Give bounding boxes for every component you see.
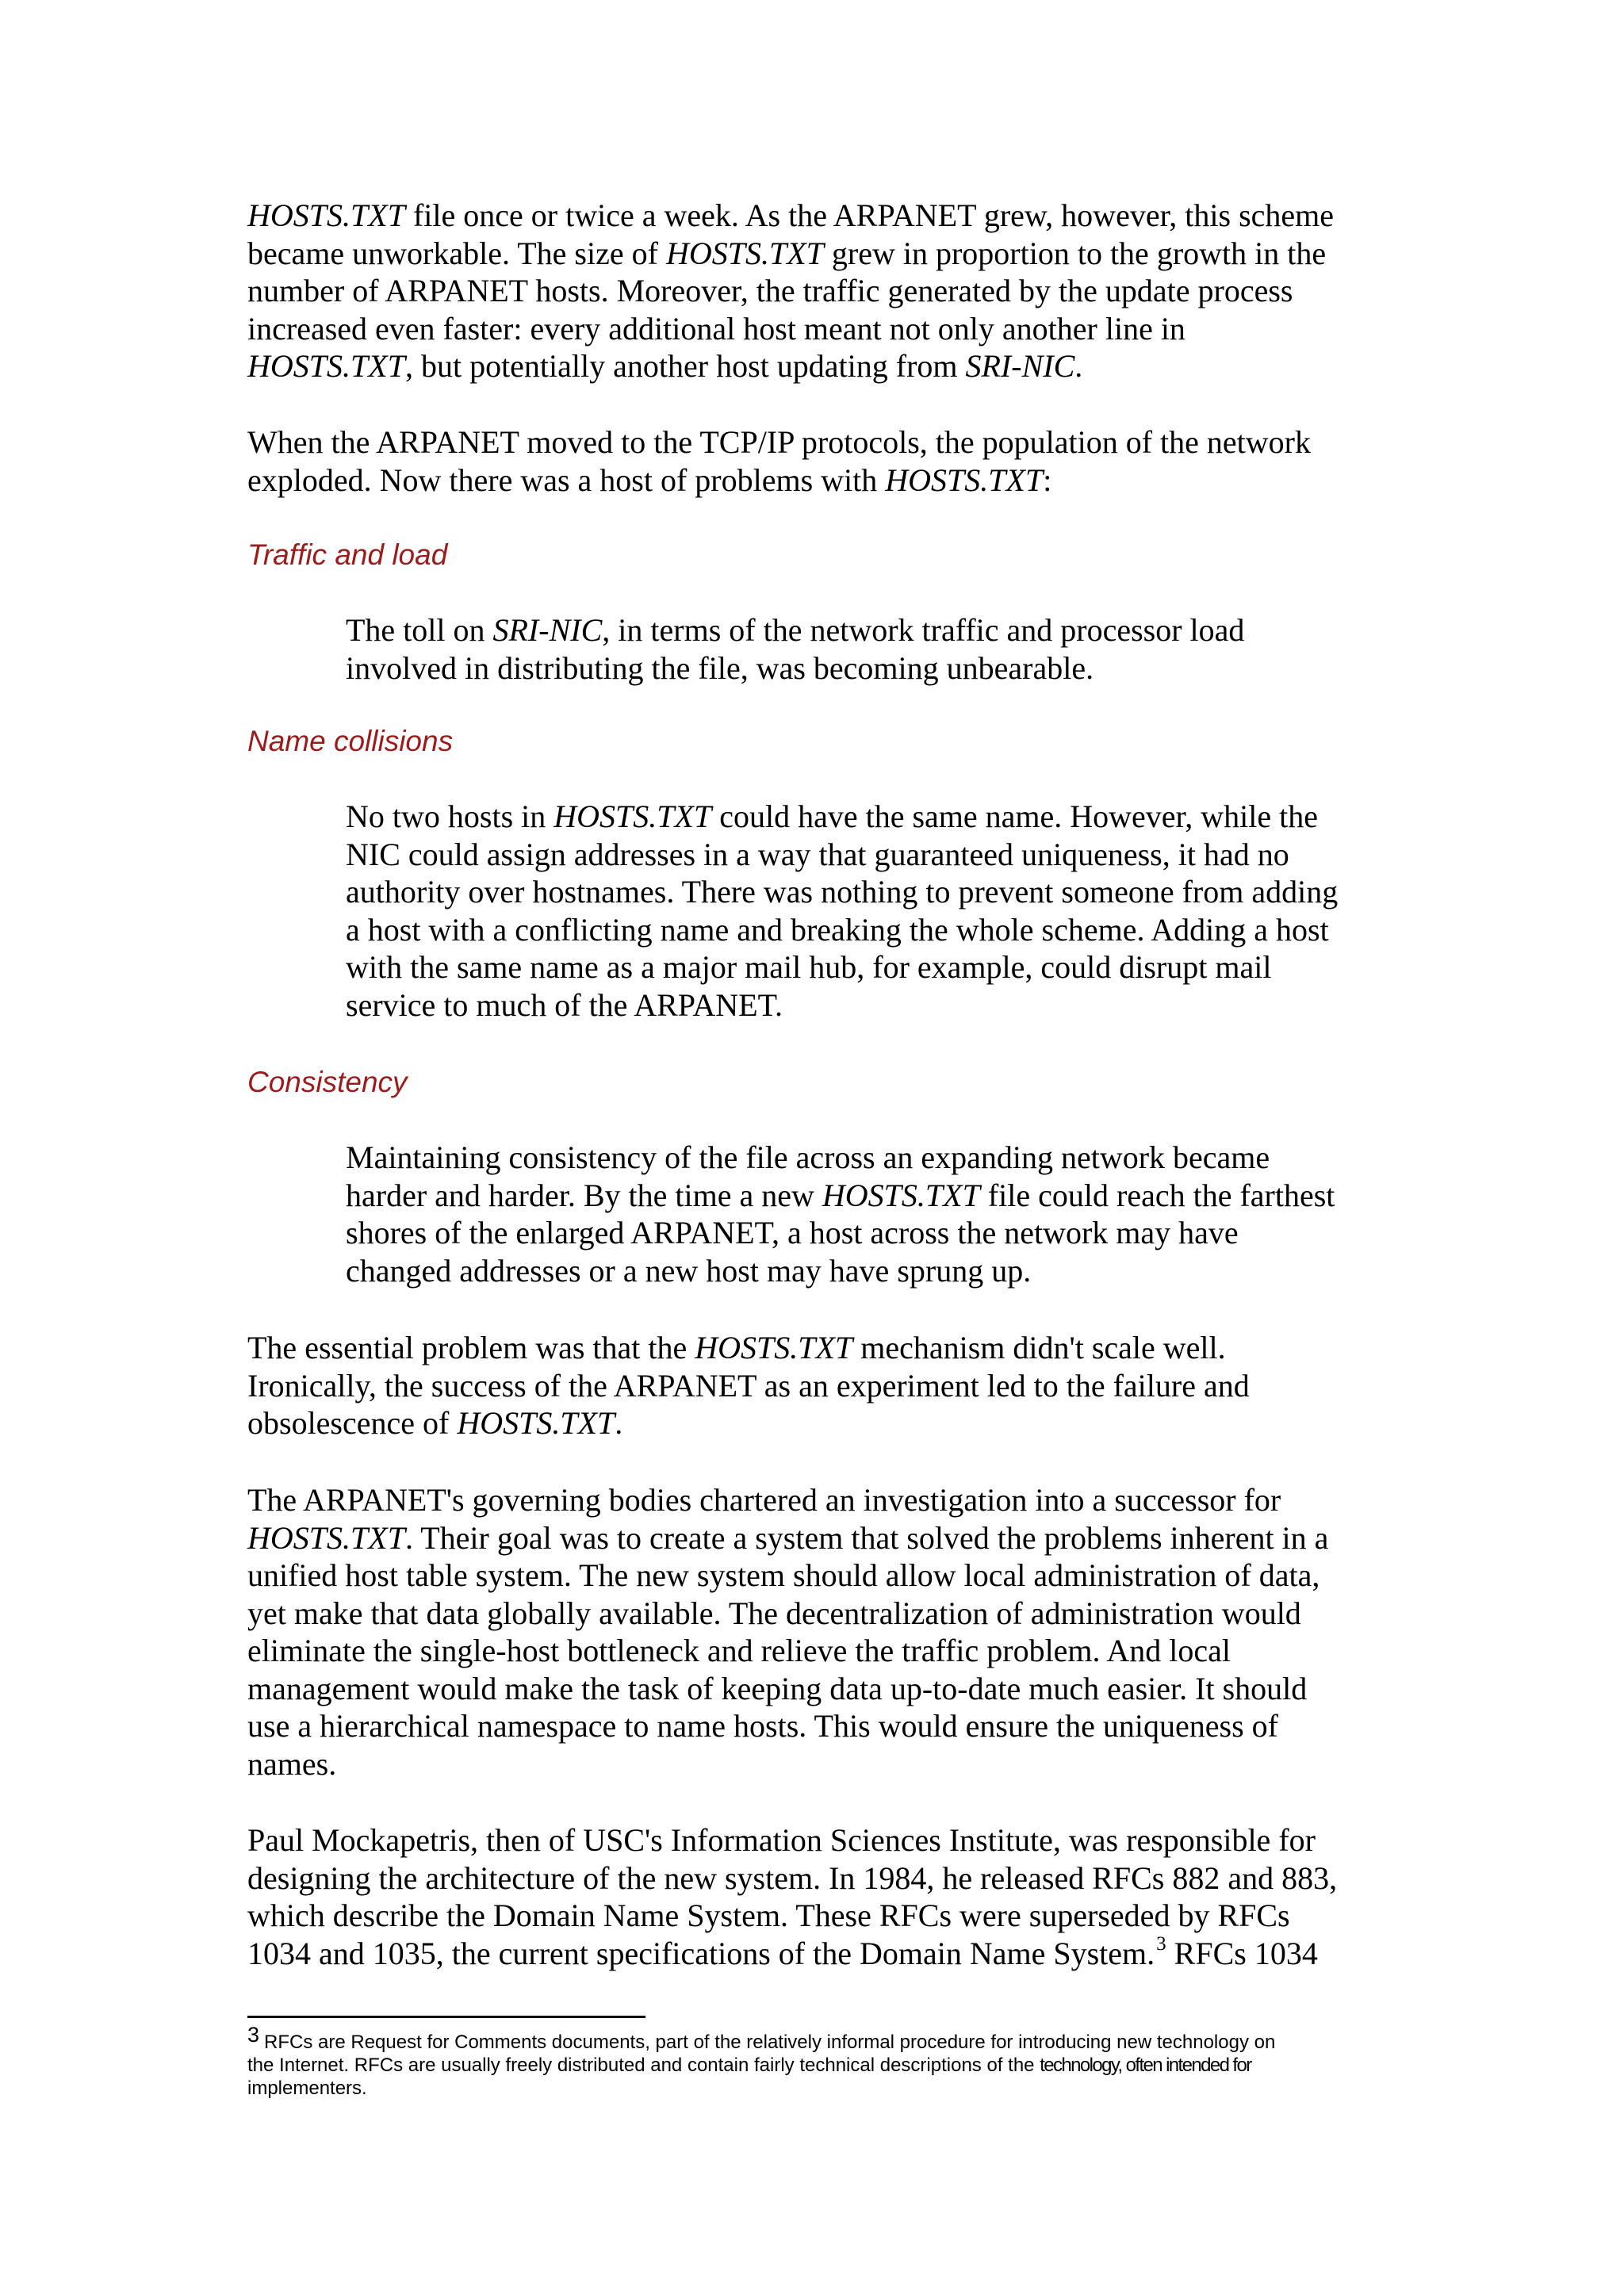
text-line (247, 2054, 1389, 2077)
text-run: RFCs are Request for Comments documents, part of the relatively informal procedure for introducing new technology on (264, 2032, 1276, 2053)
text-line: names. (247, 1745, 337, 1782)
text-run: The essential problem was that the (247, 1330, 695, 1365)
text-line: yet make that data globally available. The decentralization of administration would (247, 1595, 1301, 1631)
text-line (247, 197, 1389, 235)
paragraph-essential-problem (247, 1329, 1389, 1442)
text-line (247, 347, 1389, 385)
text-line: increased even faster: every additional host meant not only another line in (247, 310, 1185, 347)
text-run: mechanism didn't scale well. (852, 1330, 1226, 1365)
text-line (247, 1329, 1389, 1367)
text-line (247, 461, 1389, 500)
text-run: RFCs 1034 (1166, 1935, 1318, 1971)
text-line: with the same name as a major mail hub, for example, could disrupt mail (346, 949, 1272, 985)
text-line (346, 1177, 1369, 1215)
text-run: obsolescence of (247, 1405, 458, 1441)
definition-consistency (346, 1139, 1369, 1289)
text-run: . (615, 1405, 623, 1441)
text-line: unified host table system. The new system should allow local administration of data, (247, 1557, 1320, 1593)
text-run: file could reach the farthest (979, 1177, 1335, 1213)
footnote-reference[interactable]: 3 (1156, 1932, 1166, 1955)
text-line (247, 1932, 1389, 1978)
term-name-collisions: Name collisions (247, 725, 454, 757)
filename: HOSTS.TXT (665, 235, 824, 271)
definition-traffic-and-load (346, 611, 1369, 687)
paragraph-tcp-ip-explosion (247, 423, 1389, 499)
text-run: . Their goal was to create a system that solved the problems inherent in a (404, 1519, 1329, 1556)
text-line (247, 2023, 1389, 2054)
text-run: No two hosts in (346, 798, 554, 834)
text-run: grew in proportion to the growth in the (823, 235, 1327, 271)
filename: HOSTS.TXT (553, 798, 712, 834)
text-run: 1034 and 1035, the current specifications of the Domain Name System. (247, 1935, 1155, 1971)
filename: HOSTS.TXT (247, 197, 405, 233)
text-run: exploded. Now there was a host of problems with (247, 461, 886, 498)
filename: HOSTS.TXT (457, 1405, 615, 1441)
text-run: The toll on (346, 612, 493, 648)
filename: HOSTS.TXT (247, 348, 405, 384)
text-run: became unworkable. The size of (247, 235, 666, 271)
footnote-marker: 3 (247, 2023, 260, 2047)
text-run: . (1074, 348, 1083, 384)
text-line: NIC could assign addresses in a way that guaranteed uniqueness, it had no (346, 836, 1289, 872)
text-line: Paul Mockapetris, then of USC's Information Sciences Institute, was responsible for (247, 1822, 1316, 1858)
text-line (346, 798, 1369, 836)
text-run: , in terms of the network traffic and processor load (602, 612, 1245, 648)
text-line: which describe the Domain Name System. These RFCs were superseded by RFCs (247, 1898, 1290, 1933)
filename: HOSTS.TXT (247, 1519, 405, 1556)
text-line: designing the architecture of the new system. In 1984, he released RFCs 882 and 883, (247, 1859, 1338, 1896)
text-line: authority over hostnames. There was nothing to prevent someone from adding (346, 874, 1339, 910)
text-line (247, 1519, 1389, 1557)
paragraph-successor-investigation (247, 1481, 1389, 1783)
text-line: management would make the task of keeping data up-to-date much easier. It should (247, 1670, 1308, 1706)
text-line: implementers. (247, 2078, 367, 2099)
paragraph-mockapetris (247, 1821, 1389, 1977)
text-line: a host with a conflicting name and breaking the whole scheme. Adding a host (346, 911, 1329, 948)
text-line: When the ARPANET moved to the TCP/IP protocols, the population of the network (247, 424, 1311, 460)
filename: HOSTS.TXT (885, 461, 1044, 498)
definition-name-collisions (346, 798, 1369, 1024)
hostname: SRI-NIC (492, 612, 603, 648)
filename: HOSTS.TXT (822, 1177, 980, 1213)
text-run: technology, often intended for (1040, 2055, 1251, 2076)
text-run: the Internet. RFCs are usually freely distributed and contain fairly technical descriptions of the (247, 2055, 1040, 2076)
text-line: The ARPANET's governing bodies chartered an investigation into a successor for (247, 1482, 1281, 1518)
term-consistency: Consistency (247, 1066, 408, 1098)
text-run: harder and harder. By the time a new (346, 1177, 822, 1213)
hostname: SRI-NIC (965, 348, 1075, 384)
text-line: shores of the enlarged ARPANET, a host across the network may have (346, 1215, 1239, 1250)
text-line: eliminate the single-host bottleneck and relieve the traffic problem. And local (247, 1633, 1231, 1668)
text-line: use a hierarchical namespace to name hosts. This would ensure the uniqueness of (247, 1708, 1278, 1744)
text-line: number of ARPANET hosts. Moreover, the traffic generated by the update process (247, 273, 1293, 308)
text-line: Ironically, the success of the ARPANET as an experiment led to the failure and (247, 1367, 1250, 1404)
text-run: file once or twice a week. As the ARPANET grew, however, this scheme (404, 197, 1335, 233)
text-line: Maintaining consistency of the file across an expanding network became (346, 1139, 1270, 1175)
text-line: service to much of the ARPANET. (346, 986, 783, 1023)
text-line: changed addresses or a new host may have sprung up. (346, 1252, 1032, 1289)
term-traffic-and-load: Traffic and load (247, 538, 448, 571)
text-line (346, 611, 1369, 649)
filename: HOSTS.TXT (695, 1330, 853, 1365)
footnote-separator (247, 2016, 645, 2018)
text-run: , but potentially another host updating from (404, 348, 966, 384)
text-run: could have the same name. However, while the (711, 798, 1318, 834)
text-line (247, 1404, 1389, 1442)
paragraph-hosts-txt-growth (247, 197, 1389, 385)
text-line (247, 235, 1389, 273)
text-run: : (1043, 461, 1052, 498)
footnote (247, 2023, 1389, 2100)
text-line: involved in distributing the file, was becoming unbearable. (346, 649, 1094, 686)
